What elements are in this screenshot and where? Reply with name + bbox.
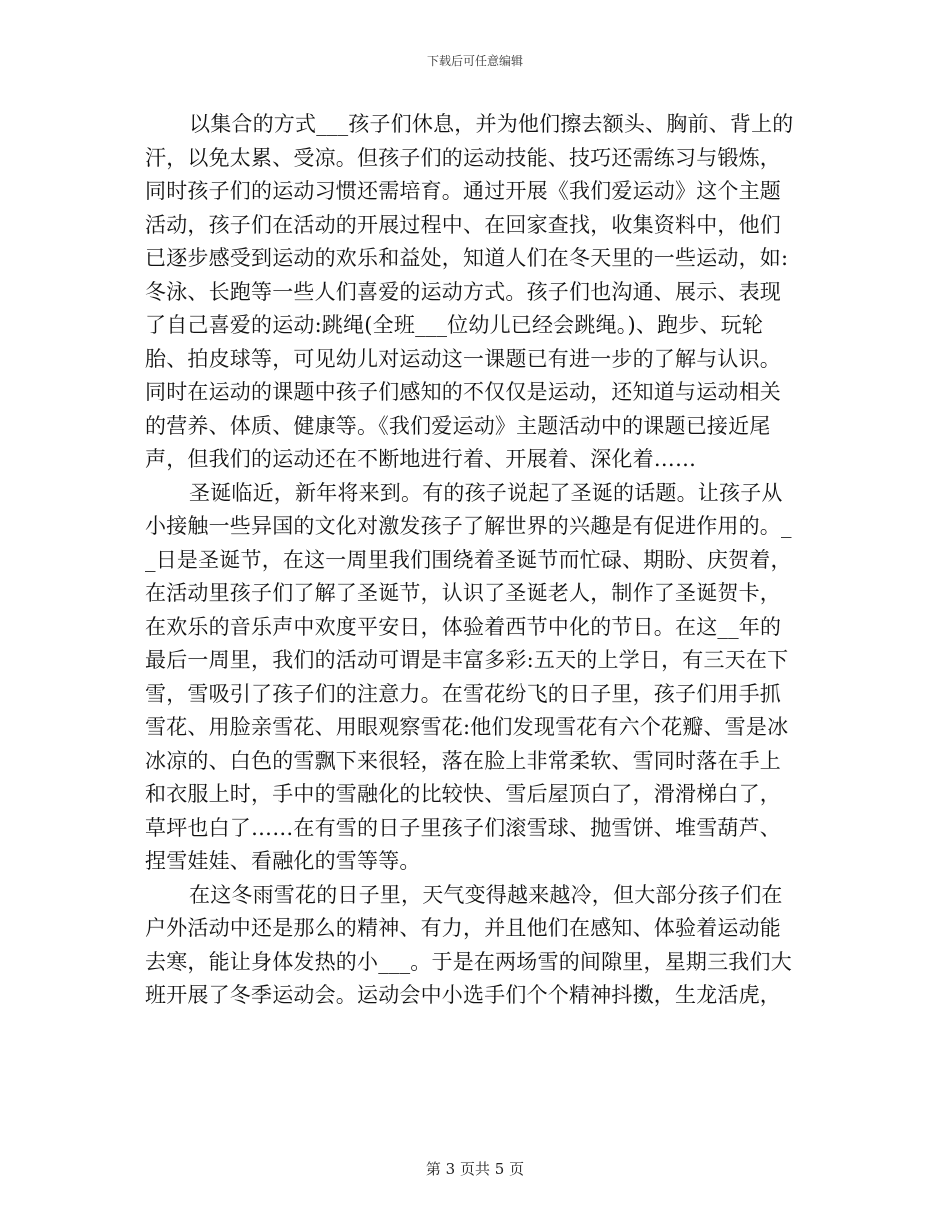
text-line: 冰凉的、白色的雪飘下来很轻，落在脸上非常柔软、雪同时落在手上 bbox=[145, 748, 781, 773]
text-line: 圣诞临近，新年将来到。有的孩子说起了圣诞的话题。让孩子从 bbox=[189, 480, 783, 505]
text-line: 已逐步感受到运动的欢乐和益处，知道人们在冬天里的一些运动，如: bbox=[145, 246, 789, 270]
text-line: 去寒，能让身体发热的小___。于是在两场雪的间隙里，星期三我们大 bbox=[145, 949, 792, 974]
text-line: 草坪也白了……在有雪的日子里孩子们滚雪球、抛雪饼、堆雪葫芦、 bbox=[145, 815, 781, 840]
text-line: 的营养、体质、健康等。《我们爱运动》主题活动中的课题已接近尾 bbox=[145, 413, 771, 438]
text-line: 户外活动中还是那么的精神、有力，并且他们在感知、体验着运动能 bbox=[145, 916, 781, 940]
text-line: 小接触一些异国的文化对激发孩子了解世界的兴趣是有促进作用的。_ bbox=[145, 514, 792, 538]
text-line: 同时孩子们的运动习惯还需培育。通过开展《我们爱运动》这个主题 bbox=[145, 179, 781, 203]
text-line: 了自己喜爱的运动:跳绳(全班___位幼儿已经会跳绳。)、跑步、玩轮 bbox=[145, 313, 764, 337]
text-line: 同时在运动的课题中孩子们感知的不仅仅是运动，还知道与运动相关 bbox=[145, 380, 781, 404]
text-line: 班开展了冬季运动会。运动会中小选手们个个精神抖擞，生龙活虎， bbox=[145, 983, 781, 1007]
page-footer: 第 3 页共 5 页 bbox=[425, 1160, 525, 1178]
text-line: 最后一周里，我们的活动可谓是丰富多彩:五天的上学日，有三天在下 bbox=[145, 648, 789, 672]
document-body bbox=[145, 108, 810, 1013]
text-line: 在欢乐的音乐声中欢度平安日，体验着西节中化的节日。在这__年的 bbox=[145, 614, 782, 639]
text-line: 雪，雪吸引了孩子们的注意力。在雪花纷飞的日子里，孩子们用手抓 bbox=[145, 681, 781, 706]
text-line: 活动，孩子们在活动的开展过程中、在回家查找，收集资料中，他们 bbox=[145, 212, 781, 237]
text-line: 以集合的方式___孩子们休息，并为他们擦去额头、胸前、背上的 bbox=[189, 112, 794, 136]
text-line: 和衣服上时，手中的雪融化的比较快、雪后屋顶白了，滑滑梯白了， bbox=[145, 782, 781, 806]
text-line: 汗，以免太累、受凉。但孩子们的运动技能、技巧还需练习与锻炼， bbox=[145, 145, 781, 170]
text-line: 捏雪娃娃、看融化的雪等等。 bbox=[145, 849, 421, 873]
text-line: 冬泳、长跑等一些人们喜爱的运动方式。孩子们也沟通、展示、表现 bbox=[145, 279, 781, 304]
text-line: 雪花、用脸亲雪花、用眼观察雪花:他们发现雪花有六个花瓣、雪是冰 bbox=[145, 715, 789, 739]
text-line: _日是圣诞节，在这一周里我们围绕着圣诞节而忙碌、期盼、庆贺着， bbox=[145, 547, 792, 572]
page-header: 下载后可任意编辑 bbox=[426, 54, 523, 68]
text-line: 在活动里孩子们了解了圣诞节，认识了圣诞老人，制作了圣诞贺卡， bbox=[145, 581, 781, 605]
text-line: 胎、拍皮球等，可见幼儿对运动这一课题已有进一步的了解与认识。 bbox=[145, 346, 781, 371]
text-line: 声，但我们的运动还在不断地进行着、开展着、深化着…… bbox=[145, 447, 697, 471]
text-line: 在这冬雨雪花的日子里，天气变得越来越冷，但大部分孩子们在 bbox=[189, 882, 783, 907]
